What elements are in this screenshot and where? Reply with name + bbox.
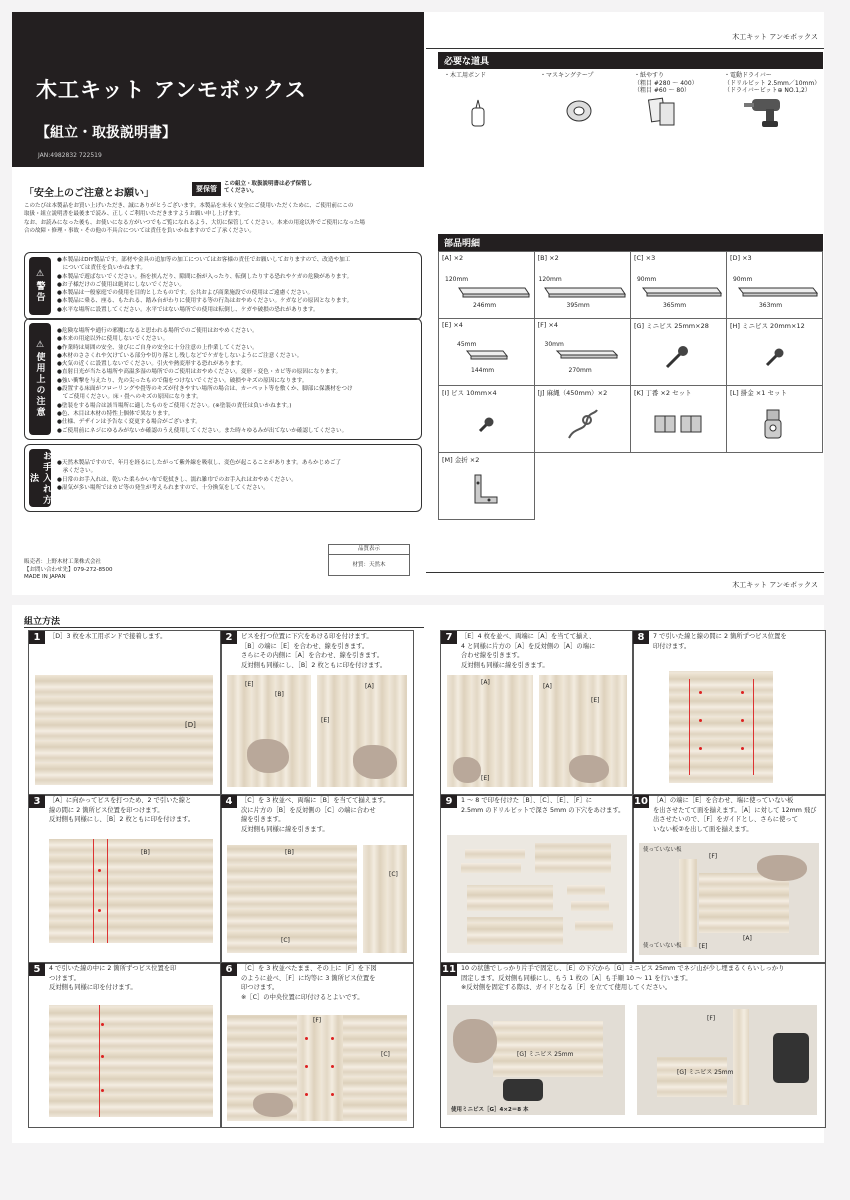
intro-line: このたびは本製品をお買い上げいただき、誠にありがとうございます。本製品を末永く安全にご使用いただくために、ご使用前にこの bbox=[24, 203, 354, 209]
screw-icon bbox=[661, 343, 691, 373]
part-width: 45mm bbox=[457, 341, 477, 348]
screw-mark bbox=[699, 719, 702, 722]
part-callout: [B] bbox=[275, 691, 284, 698]
made-in: MADE IN JAPAN bbox=[24, 574, 66, 580]
jan-code: JAN:4982832 722519 bbox=[38, 152, 102, 159]
board bbox=[535, 843, 611, 873]
part-l bbox=[726, 386, 822, 453]
footer-divider bbox=[426, 572, 824, 573]
part-width: 90mm bbox=[636, 276, 657, 283]
step-number: 5 bbox=[29, 963, 45, 976]
part-callout: [E] bbox=[481, 775, 490, 782]
part-callout: 使っていない板 bbox=[643, 943, 682, 949]
part-callout: [G] ミニビス 25mm bbox=[677, 1069, 734, 1076]
warning-label bbox=[29, 257, 51, 315]
step-text: ［E］4 枚を並べ、両端に［A］を当てて揃え、 4 と同様に片方の［A］を反対側の［A］の端に 合わせ線を引きます。 反対側も同様に線を引きます。 bbox=[461, 633, 596, 669]
part-callout: [E] bbox=[591, 697, 600, 704]
list-item: ●火気の近くに設置しないでください。引火や熱変形する恐れがあります。 bbox=[57, 361, 247, 368]
screw-mark bbox=[305, 1065, 308, 1068]
part-callout: [F] bbox=[313, 1017, 322, 1024]
care-box bbox=[24, 444, 422, 512]
board bbox=[467, 917, 563, 945]
latch-icon bbox=[761, 408, 785, 442]
step-photo bbox=[227, 675, 311, 787]
drill-photo bbox=[773, 1033, 809, 1083]
board bbox=[461, 863, 521, 873]
part-callout: [A] bbox=[543, 683, 552, 690]
screw-mark bbox=[101, 1055, 104, 1058]
board-icon bbox=[553, 347, 623, 365]
step-7 bbox=[440, 630, 634, 796]
part-e bbox=[439, 319, 535, 386]
step-text: ビスを打つ位置に下穴をあける印を付けます。 ［B］の端に［E］を合わせ、線を引きます。 さらにその内側に［A］を合わせ、線を引きます。 反対側も同様にし、［B］2 枚ともに印を付けます。 bbox=[241, 633, 387, 669]
list-item: ●色、木目は木材の特性上個体で異なります。 bbox=[57, 410, 174, 417]
part-label: [G] ミニビス 25mm×28 bbox=[633, 322, 709, 330]
step-1 bbox=[28, 630, 222, 796]
step-10 bbox=[632, 794, 826, 964]
list-item: ●強い衝撃を与えたり、先の尖ったもので傷をつけないでください。破損やキズの原因になります。 bbox=[57, 377, 308, 384]
part-callout: [F] bbox=[707, 1015, 716, 1022]
part-label: [A] ×2 bbox=[442, 254, 464, 262]
part-callout: [A] bbox=[481, 679, 490, 686]
step-text: 1 〜 8 で印を付けた［B］、［C］、［E］、［F］に 2.5mm のドリルビットで深さ 5mm の下穴をあけます。 bbox=[461, 797, 625, 814]
tool-sandpaper bbox=[634, 72, 729, 131]
quality-box bbox=[328, 544, 410, 576]
assembly-heading: 組立方法 bbox=[24, 617, 61, 627]
warning-label-text: 警告 bbox=[34, 281, 45, 303]
part-width: 30mm bbox=[544, 341, 564, 348]
tool-detail: （ドリルビット 2.5mm／10mm） （ドライバービット⊕ NO.1,2） bbox=[724, 79, 821, 94]
marking-line bbox=[99, 1005, 100, 1117]
care-label bbox=[29, 449, 51, 507]
warning-icon: ⚠ bbox=[35, 269, 45, 281]
hand-photo bbox=[353, 745, 397, 779]
list-item: ●塗装をする場合は該当場所に適したものをご使用ください。(※塗装の責任は負いかねます。) bbox=[57, 402, 292, 409]
step-number: 1 bbox=[29, 631, 45, 644]
list-item: ●作業時は周囲の安全、並びにご自身の安全に十分注意の上作業してください。 bbox=[57, 344, 258, 351]
caution-icon: ⚠ bbox=[35, 340, 45, 352]
part-label: [B] ×2 bbox=[537, 254, 559, 262]
part-a bbox=[439, 252, 535, 319]
caution-label-text: 使用上の注意 bbox=[34, 352, 45, 418]
board-icon bbox=[541, 282, 629, 302]
list-item: てご使用ください。床・畳へのキズの原因になります。 bbox=[57, 394, 202, 401]
part-callout: [E] bbox=[699, 943, 708, 950]
step-number: 11 bbox=[442, 964, 456, 975]
step-photo bbox=[639, 843, 819, 955]
list-item: ●仕様、デザインは予告なく変更する場合がございます。 bbox=[57, 419, 201, 426]
tool-name: ・木工用ボンド bbox=[444, 72, 487, 79]
list-item: ●設置する床面がフローリングや畳等のキズが付きやすい場所の場合は、カーペット等を敷くか、脚部に保護材をつけ bbox=[57, 386, 353, 393]
list-item: 承ください。 bbox=[57, 468, 97, 475]
board-icon bbox=[455, 282, 531, 302]
part-label: [L] 掛金 ×1 セット bbox=[729, 389, 787, 397]
board bbox=[571, 901, 609, 911]
tools-heading: 必要な道具 bbox=[438, 52, 823, 69]
material: 材質：天然木 bbox=[352, 562, 386, 568]
intro-line: 合の故障・修理・事故・その他の不具合については責任を負いかねますのでご了承ください。 bbox=[24, 227, 255, 234]
step-number: 4 bbox=[221, 795, 237, 808]
screw-mark bbox=[98, 909, 101, 912]
step-8 bbox=[632, 630, 826, 796]
drill-photo bbox=[503, 1079, 543, 1101]
part-c bbox=[630, 252, 726, 319]
caution-list bbox=[57, 327, 415, 435]
header-product-name: 木工キット アンモボックス bbox=[732, 33, 818, 41]
part-label: [H] ミニビス 20mm×12 bbox=[729, 322, 805, 330]
list-item: については責任を負いかねます。 bbox=[57, 265, 146, 272]
step-number: 7 bbox=[441, 631, 457, 644]
part-callout: [G] ミニビス 25mm bbox=[517, 1051, 574, 1058]
list-item: ●湿気が多い場所ではカビ等の発生が考えられますので、十分換気をしてください。 bbox=[57, 484, 269, 491]
part-callout: 使っていない板 bbox=[643, 847, 682, 853]
part-length: 365mm bbox=[662, 302, 687, 309]
part-callout: [E] bbox=[321, 717, 330, 724]
step-4 bbox=[220, 794, 414, 964]
header-divider bbox=[426, 48, 824, 49]
part-label: [M] 金折 ×2 bbox=[442, 456, 480, 464]
screw-mark bbox=[741, 747, 744, 750]
step-2 bbox=[220, 630, 414, 796]
step-number: 8 bbox=[633, 631, 649, 644]
screw-mark bbox=[331, 1037, 334, 1040]
parts-table bbox=[438, 251, 823, 520]
board-icon bbox=[639, 282, 725, 302]
intro-line: 取扱・組立説明書を最後まで読み、正しくご利用いただきますようお願い申し上げます。 bbox=[24, 211, 244, 218]
corner-bracket-icon bbox=[471, 471, 501, 507]
caution-box bbox=[24, 318, 422, 440]
step-text: ［A］の端に［E］を合わせ、端に使っていない板 を出させたてて面を揃えます。［A］に対して 12mm 飛び 出させたいので、［F］をガイドとし、さらに使って いない板②を出して面を揃えます。 bbox=[653, 797, 817, 833]
step-photo bbox=[447, 1005, 625, 1115]
part-length: 246mm bbox=[473, 302, 497, 309]
screw-mark bbox=[101, 1023, 104, 1026]
part-label: [C] ×3 bbox=[633, 254, 656, 262]
step-photo bbox=[447, 835, 627, 953]
screw-mark bbox=[699, 747, 702, 750]
board-icon bbox=[735, 282, 821, 302]
board bbox=[679, 859, 697, 947]
part-d bbox=[726, 252, 822, 319]
board-icon bbox=[463, 347, 513, 365]
list-item: ●危険な場所や通行の邪魔になると思われる場所でのご使用はおやめください。 bbox=[57, 328, 258, 334]
screw-mark bbox=[699, 691, 702, 694]
board bbox=[575, 921, 613, 931]
part-label: [I] ビス 10mm×4 bbox=[442, 389, 497, 397]
board bbox=[465, 849, 525, 859]
glue-bottle-icon bbox=[468, 98, 488, 128]
step-6 bbox=[220, 962, 414, 1128]
part-callout: [C] bbox=[381, 1051, 390, 1058]
part-width: 120mm bbox=[445, 276, 469, 283]
list-item: ●ご使用前にネジにゆるみがないか確認のうえ使用してください。また時々ゆるみが出てないか確認してください。 bbox=[57, 427, 348, 434]
hand-photo bbox=[569, 755, 609, 783]
part-h bbox=[726, 319, 822, 386]
quality-label: 品質表示 bbox=[329, 545, 409, 555]
step-text: 4 で引いた線の中に 2 箇所ずつビス位置を印 つけます。 反対側も同様に印を付けます。 bbox=[49, 965, 177, 991]
list-item: ●お子様だけのご使用は絶対にしないでください。 bbox=[57, 281, 185, 288]
screw-mark bbox=[305, 1037, 308, 1040]
part-g bbox=[630, 319, 726, 386]
marking-line bbox=[689, 679, 690, 775]
step-photo bbox=[227, 1015, 407, 1121]
screw-mark bbox=[331, 1093, 334, 1096]
intro-line: なお、お読みになった後も、お使いになる方がいつでもご覧になれるよう、大切に保管してください。本来の用途以外でご使用になった場 bbox=[24, 219, 366, 226]
step-photo bbox=[227, 845, 357, 953]
screw-mark bbox=[101, 1089, 104, 1092]
list-item: ●木材のささくれや欠けている部分や切り落とし残しなどでケガをしないようにご注意ください。 bbox=[57, 352, 303, 359]
part-label: [D] ×3 bbox=[729, 254, 752, 262]
step-number: 9 bbox=[441, 795, 457, 808]
list-item: ●直射日光が当たる場所や高温多湿の場所でのご使用はおやめください。変形・変色・カビ等の原因になります。 bbox=[57, 369, 342, 376]
parts-list bbox=[438, 234, 823, 520]
screw-mark bbox=[741, 719, 744, 722]
step-text: ［A］に向かってビスを打つため、2 で引いた線と 線の間に 2 箇所ビス位置を印つけます。 反対側も同様にし、［B］2 枚ともに印を付けます。 bbox=[49, 797, 195, 823]
part-length: 395mm bbox=[566, 302, 590, 309]
step-photo bbox=[49, 1005, 213, 1117]
board bbox=[467, 885, 553, 911]
keep-note: この組立・取扱説明書は必ず保管してください。 bbox=[224, 181, 313, 194]
list-item: ●本来の用途以外に使用しないでください。 bbox=[57, 336, 169, 343]
electric-drill-icon bbox=[744, 95, 794, 129]
tool-name: ・紙やすり bbox=[634, 72, 665, 79]
part-length: 144mm bbox=[471, 367, 495, 374]
tool-name: ・電動ドライバー bbox=[724, 72, 772, 79]
list-item: ●本製品はDIY製品です。部材や金具の追加等の加工についてはお客様の責任でお願いしておりますので、改造や加工 bbox=[57, 257, 351, 263]
seller-contact: 【お問い合わせ先】079-272-8500 bbox=[24, 566, 113, 573]
list-item: ●本製品に乗る、座る、もたれる、踏み台がわりに使用する等の行為はおやめください。ケガなどの原因となります。 bbox=[57, 298, 353, 305]
part-label: [J] 麻縄（450mm）×2 bbox=[537, 389, 608, 397]
step-text: 7 で引いた線と線の間に 2 箇所ずつビス位置を 印付けます。 bbox=[653, 633, 787, 650]
board bbox=[699, 873, 789, 933]
part-f bbox=[534, 319, 630, 386]
step-photo bbox=[447, 675, 533, 787]
marking-line bbox=[107, 839, 108, 943]
list-item: ●水平な場所に設置してください。水平ではない場所での使用は転倒し、ケガや破損の恐れがあります。 bbox=[57, 306, 319, 313]
seller-name: 販売者：上野木材工業株式会社 bbox=[24, 559, 102, 565]
tool-name: ・マスキングテープ bbox=[540, 72, 594, 79]
caution-label bbox=[29, 323, 51, 435]
step-9 bbox=[440, 794, 634, 964]
step-text: ［D］3 枚を木工用ボンドで接着します。 bbox=[49, 633, 167, 640]
screw-mark bbox=[98, 869, 101, 872]
step-photo bbox=[669, 671, 773, 783]
step-photo bbox=[317, 675, 407, 787]
hand-photo bbox=[253, 1093, 293, 1117]
part-callout: [F] bbox=[709, 853, 718, 860]
part-label: [F] ×4 bbox=[537, 321, 559, 329]
part-callout: [A] bbox=[365, 683, 374, 690]
hand-photo bbox=[453, 1019, 497, 1063]
part-callout: [C] bbox=[281, 937, 290, 944]
screw-mark bbox=[331, 1065, 334, 1068]
screw-count-caption: 使用ミニビス［G］4×2＝8 本 bbox=[451, 1107, 529, 1113]
footer-product-name: 木工キット アンモボックス bbox=[732, 581, 818, 589]
step-number: 10 bbox=[634, 796, 648, 807]
document-subtitle: 【組立・取扱説明書】 bbox=[36, 125, 176, 141]
product-title: 木工キット アンモボックス bbox=[36, 78, 307, 102]
list-item: ●本製品は一般家庭での使用を目的としたものです。公共および商業施設での使用はご遠慮ください。 bbox=[57, 290, 314, 297]
parts-heading: 部品明細 bbox=[438, 234, 823, 251]
warning-box bbox=[24, 252, 422, 320]
board bbox=[733, 1009, 749, 1105]
part-callout: [B] bbox=[141, 849, 150, 856]
part-m bbox=[439, 453, 535, 520]
board bbox=[297, 1015, 343, 1121]
part-width: 120mm bbox=[538, 276, 562, 283]
tool-electric-driver bbox=[724, 72, 819, 131]
part-callout: [A] bbox=[743, 935, 752, 942]
step-3 bbox=[28, 794, 222, 964]
step-photo bbox=[363, 845, 407, 953]
board bbox=[567, 885, 605, 895]
step-photo bbox=[35, 675, 213, 785]
hand-photo bbox=[247, 739, 289, 773]
step-number: 3 bbox=[29, 795, 45, 808]
step-text: ［C］を 3 枚並べ、両端に［B］を当てて揃えます。 次に片方の［B］を反対側の［C］の端に合わせ 線を引きます。 反対側も同様に線を引きます。 bbox=[241, 797, 390, 833]
instruction-sheet-page1 bbox=[12, 12, 824, 595]
safety-heading: 「安全上のご注意とお願い」 bbox=[24, 188, 154, 199]
tool-masking-tape bbox=[540, 72, 635, 128]
hinge-icon bbox=[653, 412, 703, 436]
board bbox=[657, 1057, 727, 1097]
hand-photo bbox=[453, 757, 481, 783]
list-item: ●天然木製品ですので、年月を経るにしたがって紫外線を吸収し、変色が起こることがあります。あらかじめご了 bbox=[57, 460, 342, 466]
screw-icon bbox=[761, 345, 787, 371]
part-b bbox=[534, 252, 630, 319]
step-number: 6 bbox=[221, 963, 237, 976]
part-callout: [D] bbox=[185, 721, 196, 729]
part-width: 90mm bbox=[732, 276, 753, 283]
step-text: ［C］を 3 枚並べたまま、その上に［F］を下図 のように並べ、［F］に均等に 3 箇所ビス位置を 印つけます。 ※［C］の中央位置に印付けるとよいです。 bbox=[241, 965, 377, 1001]
tape-roll-icon bbox=[564, 96, 594, 126]
screw-mark bbox=[741, 691, 744, 694]
assembly-divider bbox=[24, 627, 424, 628]
part-callout: [C] bbox=[389, 871, 398, 878]
list-item: ●日常のお手入れは、乾いた柔らかい布で乾拭きし、濡れ雑巾でのお手入れはおやめください。 bbox=[57, 476, 297, 483]
step-11 bbox=[440, 962, 826, 1128]
part-length: 363mm bbox=[758, 302, 783, 309]
instruction-sheet-page2 bbox=[12, 605, 824, 1143]
marking-line bbox=[753, 679, 754, 775]
screw-icon bbox=[475, 414, 497, 436]
step-photo bbox=[539, 675, 627, 787]
safety-intro bbox=[24, 202, 420, 235]
tool-detail: （粗目 #280 〜 400） （粗目 #60 〜 80） bbox=[634, 79, 698, 94]
rope-icon bbox=[565, 406, 601, 442]
list-item: ●本製品で遊ばないでください。指を挟んだり、隙間に指が入ったり、転倒したりする恐れやケガの危険があります。 bbox=[57, 273, 353, 280]
keep-badge: 要保管 bbox=[192, 182, 221, 196]
part-callout: [E] bbox=[245, 681, 254, 688]
part-length: 270mm bbox=[568, 367, 592, 374]
seller-info bbox=[24, 559, 112, 582]
care-list bbox=[57, 459, 415, 492]
warning-list bbox=[57, 256, 415, 314]
step-number: 2 bbox=[221, 631, 237, 644]
step-photo bbox=[637, 1005, 817, 1115]
part-i bbox=[439, 386, 535, 453]
care-label-text: お手入れ方法 bbox=[28, 450, 51, 506]
marking-line bbox=[93, 839, 94, 943]
step-photo bbox=[49, 839, 213, 943]
title-block bbox=[12, 12, 424, 167]
step-5 bbox=[28, 962, 222, 1128]
sandpaper-icon bbox=[648, 97, 678, 129]
hand-photo bbox=[757, 855, 807, 881]
part-j bbox=[534, 386, 630, 453]
part-callout: [B] bbox=[285, 849, 294, 856]
screw-mark bbox=[305, 1093, 308, 1096]
tool-bond bbox=[444, 72, 539, 130]
part-label: [K] 丁番 ×2 セット bbox=[633, 389, 692, 397]
part-k bbox=[630, 386, 726, 453]
step-text: 10 の状態でしっかり片手で固定し、［E］の下穴から［G］ミニビス 25mm でネジ山が少し埋まるくらいしっかり 固定します。反対側も同様にし、もう 1 枚の［A］も手順 10 〜 11 を行います。 ※反対側を固定する際は、ガイドとなる［F］を立てて使用してください。 bbox=[461, 965, 785, 991]
part-label: [E] ×4 bbox=[442, 321, 463, 329]
